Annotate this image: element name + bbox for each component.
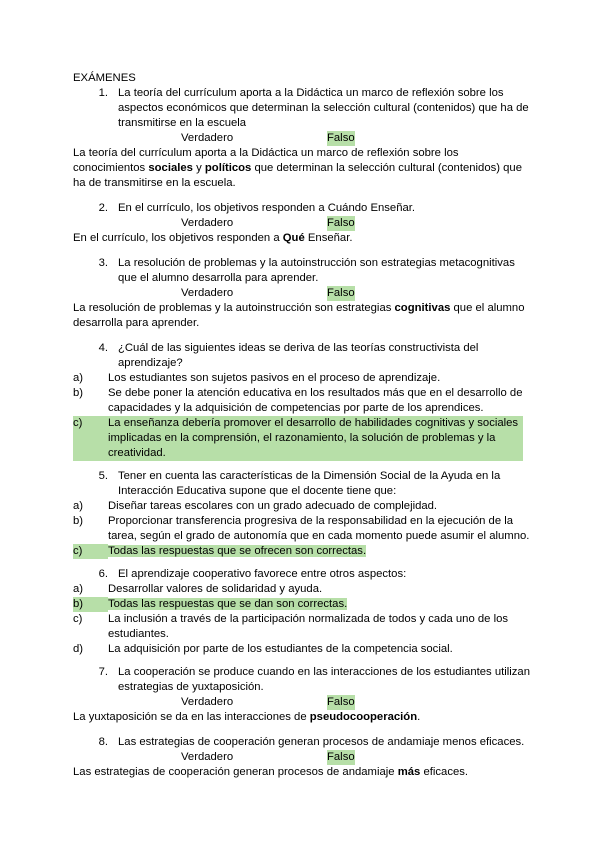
question-text: En el currículo, los objetivos responden a Cuándo Enseñar. [118,202,416,214]
option-verdadero: Verdadero [181,696,234,708]
option-b: b) Proporcionar transferencia progresiva de la responsabilidad en la ejecución de la tarea, según el grado de autonomía que en cada momento puede asumir el alumno. [73,515,530,542]
question-number: 5. [98,470,108,482]
question-text: El aprendizaje cooperativo favorece entre otros aspectos: [118,568,407,580]
explanation: La resolución de problemas y la autoinstrucción son estrategias cognitivas que el alumno desarrolla para aprender. [73,302,525,329]
question-5 [73,469,533,499]
question-7 [73,665,533,695]
option-verdadero: Verdadero [181,751,234,763]
option-c-correct: c) Todas las respuestas que se ofrecen son correctas. [73,545,367,557]
question-text: La resolución de problemas y la autoinstrucción son estrategias metacognitivas que el alumno desarrolla para aprender. [118,257,515,284]
true-false-row [73,286,533,301]
question-number: 3. [98,257,108,269]
option-verdadero: Verdadero [181,217,234,229]
question-4 [73,341,533,371]
question-text: La teoría del currículum aporta a la Didáctica un marco de reflexión sobre los aspectos económicos que determinan la selección cultural (contenidos) que ha de transmitirse en la escuela [118,87,529,129]
question-8 [73,735,533,750]
option-a: a) Desarrollar valores de solidaridad y ayuda. [73,583,323,595]
question-3 [73,256,533,286]
option-falso-highlighted: Falso [327,217,355,229]
option-c-correct: c) La enseñanza debería promover el desarrollo de habilidades cognitivas y sociales implicadas en la comprensión, el razonamiento, la solución de problemas y la creatividad. [73,416,523,461]
option-d: d) La adquisición por parte de los estudiantes de la competencia social. [73,643,453,655]
question-text: ¿Cuál de las siguientes ideas se deriva de las teorías constructivista del aprendizaje? [118,342,479,369]
question-number: 6. [98,568,108,580]
option-verdadero: Verdadero [181,287,234,299]
option-b-correct: b) Todas las respuestas que se dan son correctas. [73,598,348,610]
question-text: Tener en cuenta las características de la Dimensión Social de la Ayuda en la Interacción Educativa supone que el docente tiene que: [118,470,501,497]
question-number: 2. [98,202,108,214]
explanation: Las estrategias de cooperación generan procesos de andamiaje más eficaces. [73,766,469,778]
question-number: 8. [98,736,108,748]
option-falso-highlighted: Falso [327,287,355,299]
option-c: c) La inclusión a través de la participación normalizada de todos y cada uno de los estudiantes. [73,613,509,640]
page-title: EXÁMENES [73,72,136,84]
option-a: a) Los estudiantes son sujetos pasivos en el proceso de aprendizaje. [73,372,441,384]
question-1 [73,86,533,131]
explanation: En el currículo, los objetivos responden a Qué Enseñar. [73,232,353,244]
true-false-row [73,750,533,765]
option-a: a) Diseñar tareas escolares con un grado adecuado de complejidad. [73,500,438,512]
document-content [73,71,533,790]
option-falso-highlighted: Falso [327,751,355,763]
option-verdadero: Verdadero [181,132,234,144]
question-text: La cooperación se produce cuando en las interacciones de los estudiantes utilizan estrategias de yuxtaposición. [118,666,530,693]
question-2 [73,201,533,216]
question-text: Las estrategias de cooperación generan procesos de andamiaje menos eficaces. [118,736,525,748]
question-number: 4. [98,342,108,354]
true-false-row [73,131,533,146]
question-6 [73,567,533,582]
true-false-row [73,695,533,710]
question-number: 1. [98,87,108,99]
question-number: 7. [98,666,108,678]
true-false-row [73,216,533,231]
explanation: La teoría del currículum aporta a la Didáctica un marco de reflexión sobre los conocimientos sociales y políticos que determinan la selección cultural (contenidos) que ha de transmitirse en la escuela. [73,147,523,189]
option-falso-highlighted: Falso [327,132,355,144]
option-b: b) Se debe poner la atención educativa en los resultados más que en el desarrollo de capacidades y la adquisición de competencias por parte de los aprendices. [73,387,523,414]
explanation: La yuxtaposición se da en las interacciones de pseudocooperación. [73,711,421,723]
option-falso-highlighted: Falso [327,696,355,708]
